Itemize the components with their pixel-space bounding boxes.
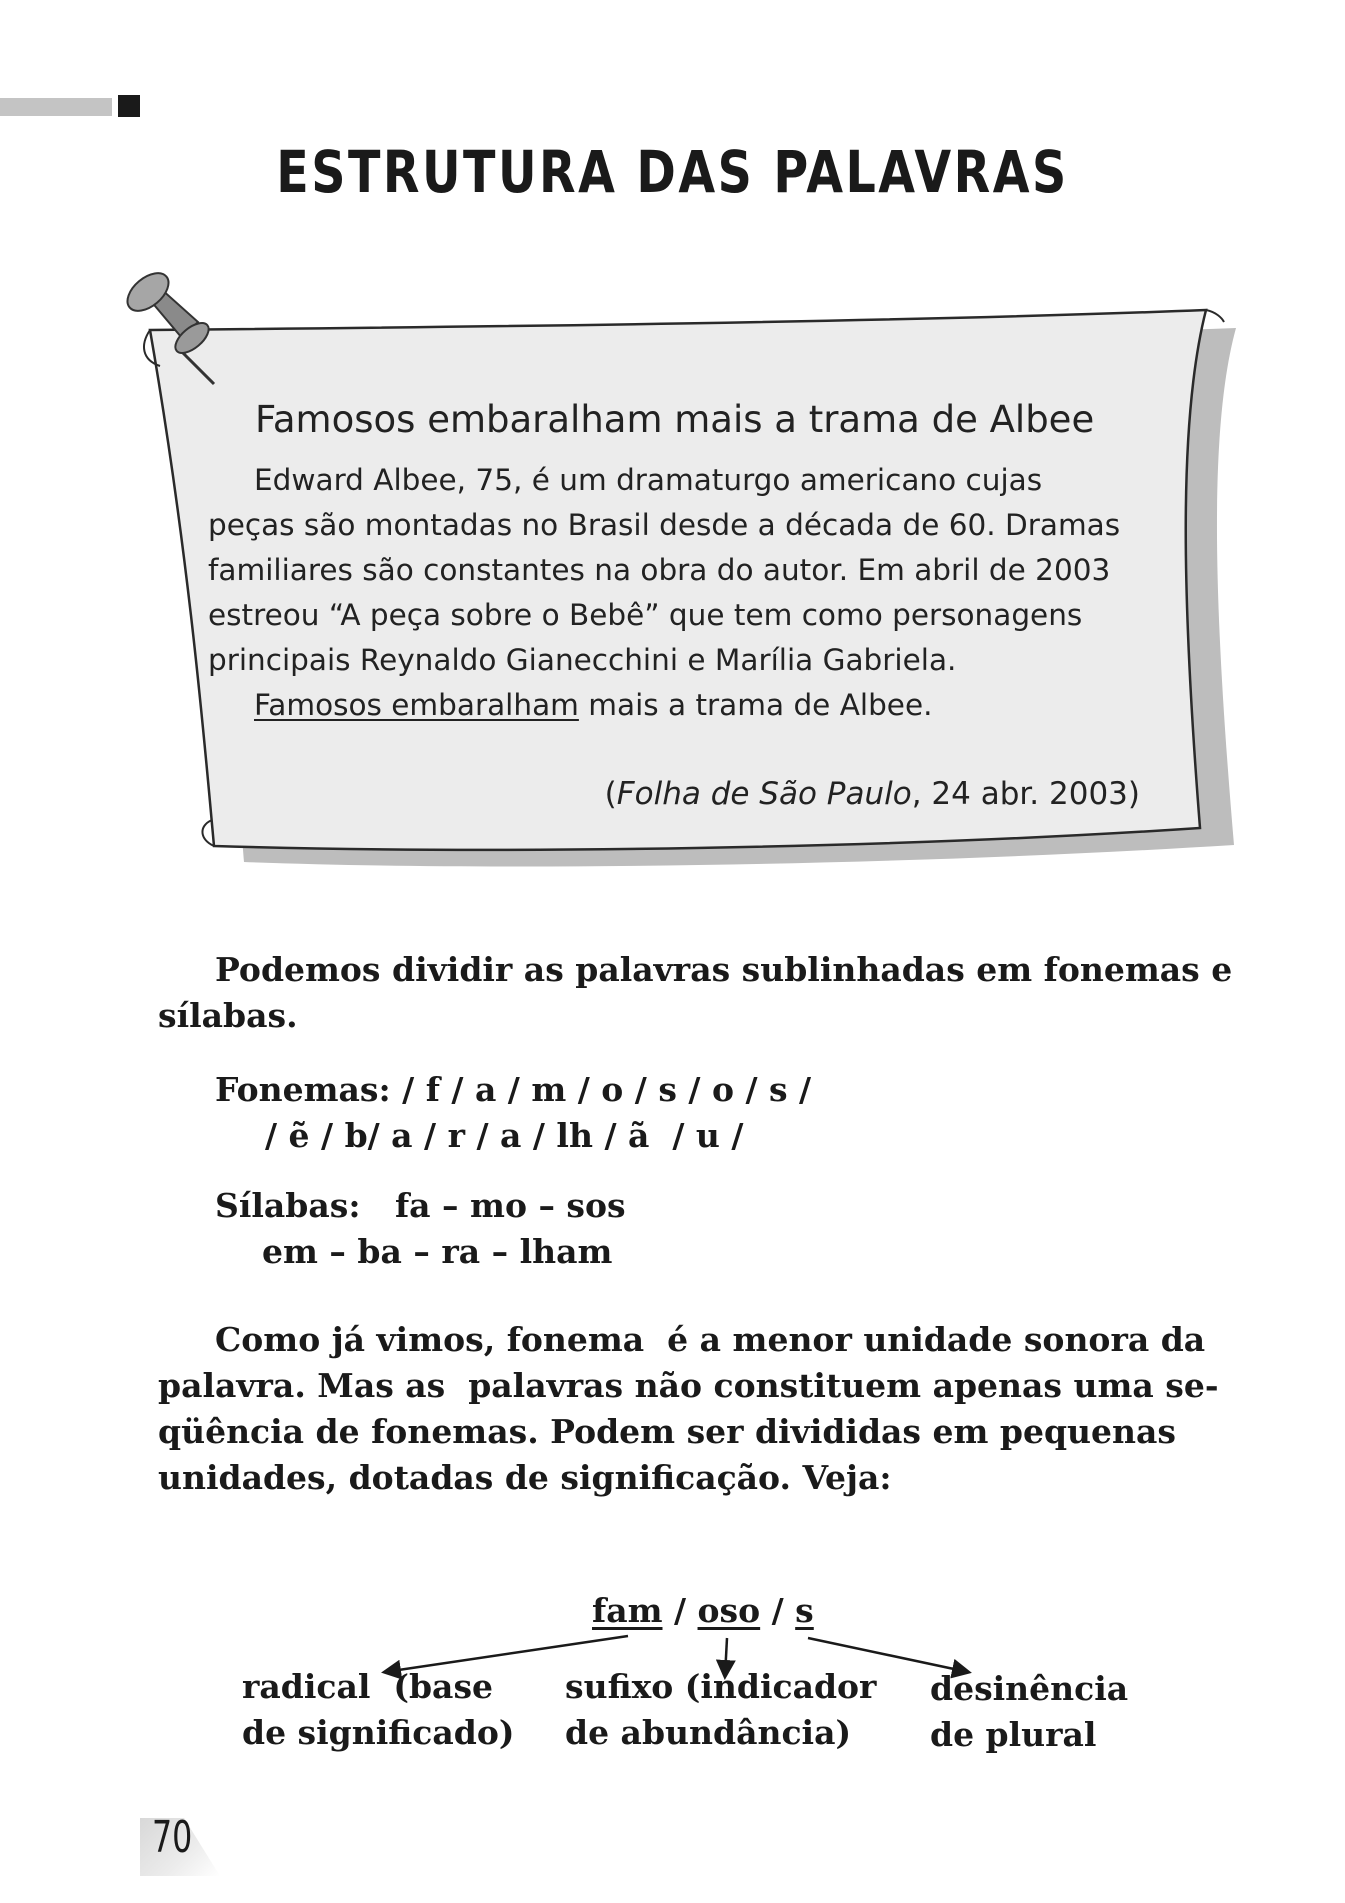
label-radical-line2: de significado) — [242, 1713, 515, 1752]
label-suffix-line2: de abundância) — [565, 1713, 852, 1752]
morpheme-radical: fam — [592, 1591, 663, 1630]
note-line: estreou “A peça sobre o Bebê” que tem como personagens — [208, 598, 1083, 632]
source-date: , 24 abr. 2003) — [911, 776, 1140, 812]
note-line: peças são montadas no Brasil desde a década de 60. Dramas — [208, 508, 1121, 542]
note-line: principais Reynaldo Gianecchini e Marília Gabriela. — [208, 643, 957, 677]
separator: / — [760, 1591, 796, 1630]
label-suffix-line1: sufixo (indicador — [565, 1667, 877, 1706]
page-number: 70 — [152, 1812, 193, 1863]
silabas-line1: Sílabas: fa – mo – sos — [215, 1186, 626, 1225]
note-headline: Famosos embaralham mais a trama de Albee — [255, 398, 1095, 441]
label-radical-line1: radical (base — [242, 1667, 494, 1706]
paragraph2-line2: palavra. Mas as palavras não constituem apenas uma se- — [158, 1366, 1219, 1405]
note-last-line-rest: mais a trama de Albee. — [578, 688, 933, 722]
source-newspaper: Folha de São Paulo — [616, 776, 912, 812]
page-title: ESTRUTURA DAS PALAVRAS — [276, 138, 1069, 206]
fonemas-line1: Fonemas: / f / a / m / o / s / o / s / — [215, 1070, 812, 1109]
label-ending-line1: desinência — [930, 1669, 1129, 1708]
note-line: Edward Albee, 75, é um dramaturgo americano cujas — [254, 463, 1043, 497]
paragraph2-line3: qüência de fonemas. Podem ser divididas em pequenas — [158, 1412, 1176, 1451]
paragraph2-line1: Como já vimos, fonema é a menor unidade sonora da — [215, 1320, 1206, 1359]
underlined-words: Famosos embaralham — [254, 688, 579, 722]
paragraph1-line2: sílabas. — [158, 996, 298, 1035]
morpheme-ending: s — [795, 1591, 814, 1630]
paragraph1-line1: Podemos dividir as palavras sublinhadas em fonemas e — [215, 950, 1233, 989]
separator: / — [662, 1591, 698, 1630]
source-open: ( — [604, 776, 617, 812]
note-line: familiares são constantes na obra do autor. Em abril de 2003 — [208, 553, 1111, 587]
label-ending-line2: de plural — [930, 1715, 1097, 1754]
silabas-line2: em – ba – ra – lham — [262, 1232, 613, 1271]
morpheme-suffix: oso — [697, 1591, 761, 1630]
fonemas-line2: / ẽ / b/ a / r / a / lh / ã / u / — [265, 1116, 744, 1155]
paragraph2-line4: unidades, dotadas de significação. Veja: — [158, 1458, 892, 1497]
